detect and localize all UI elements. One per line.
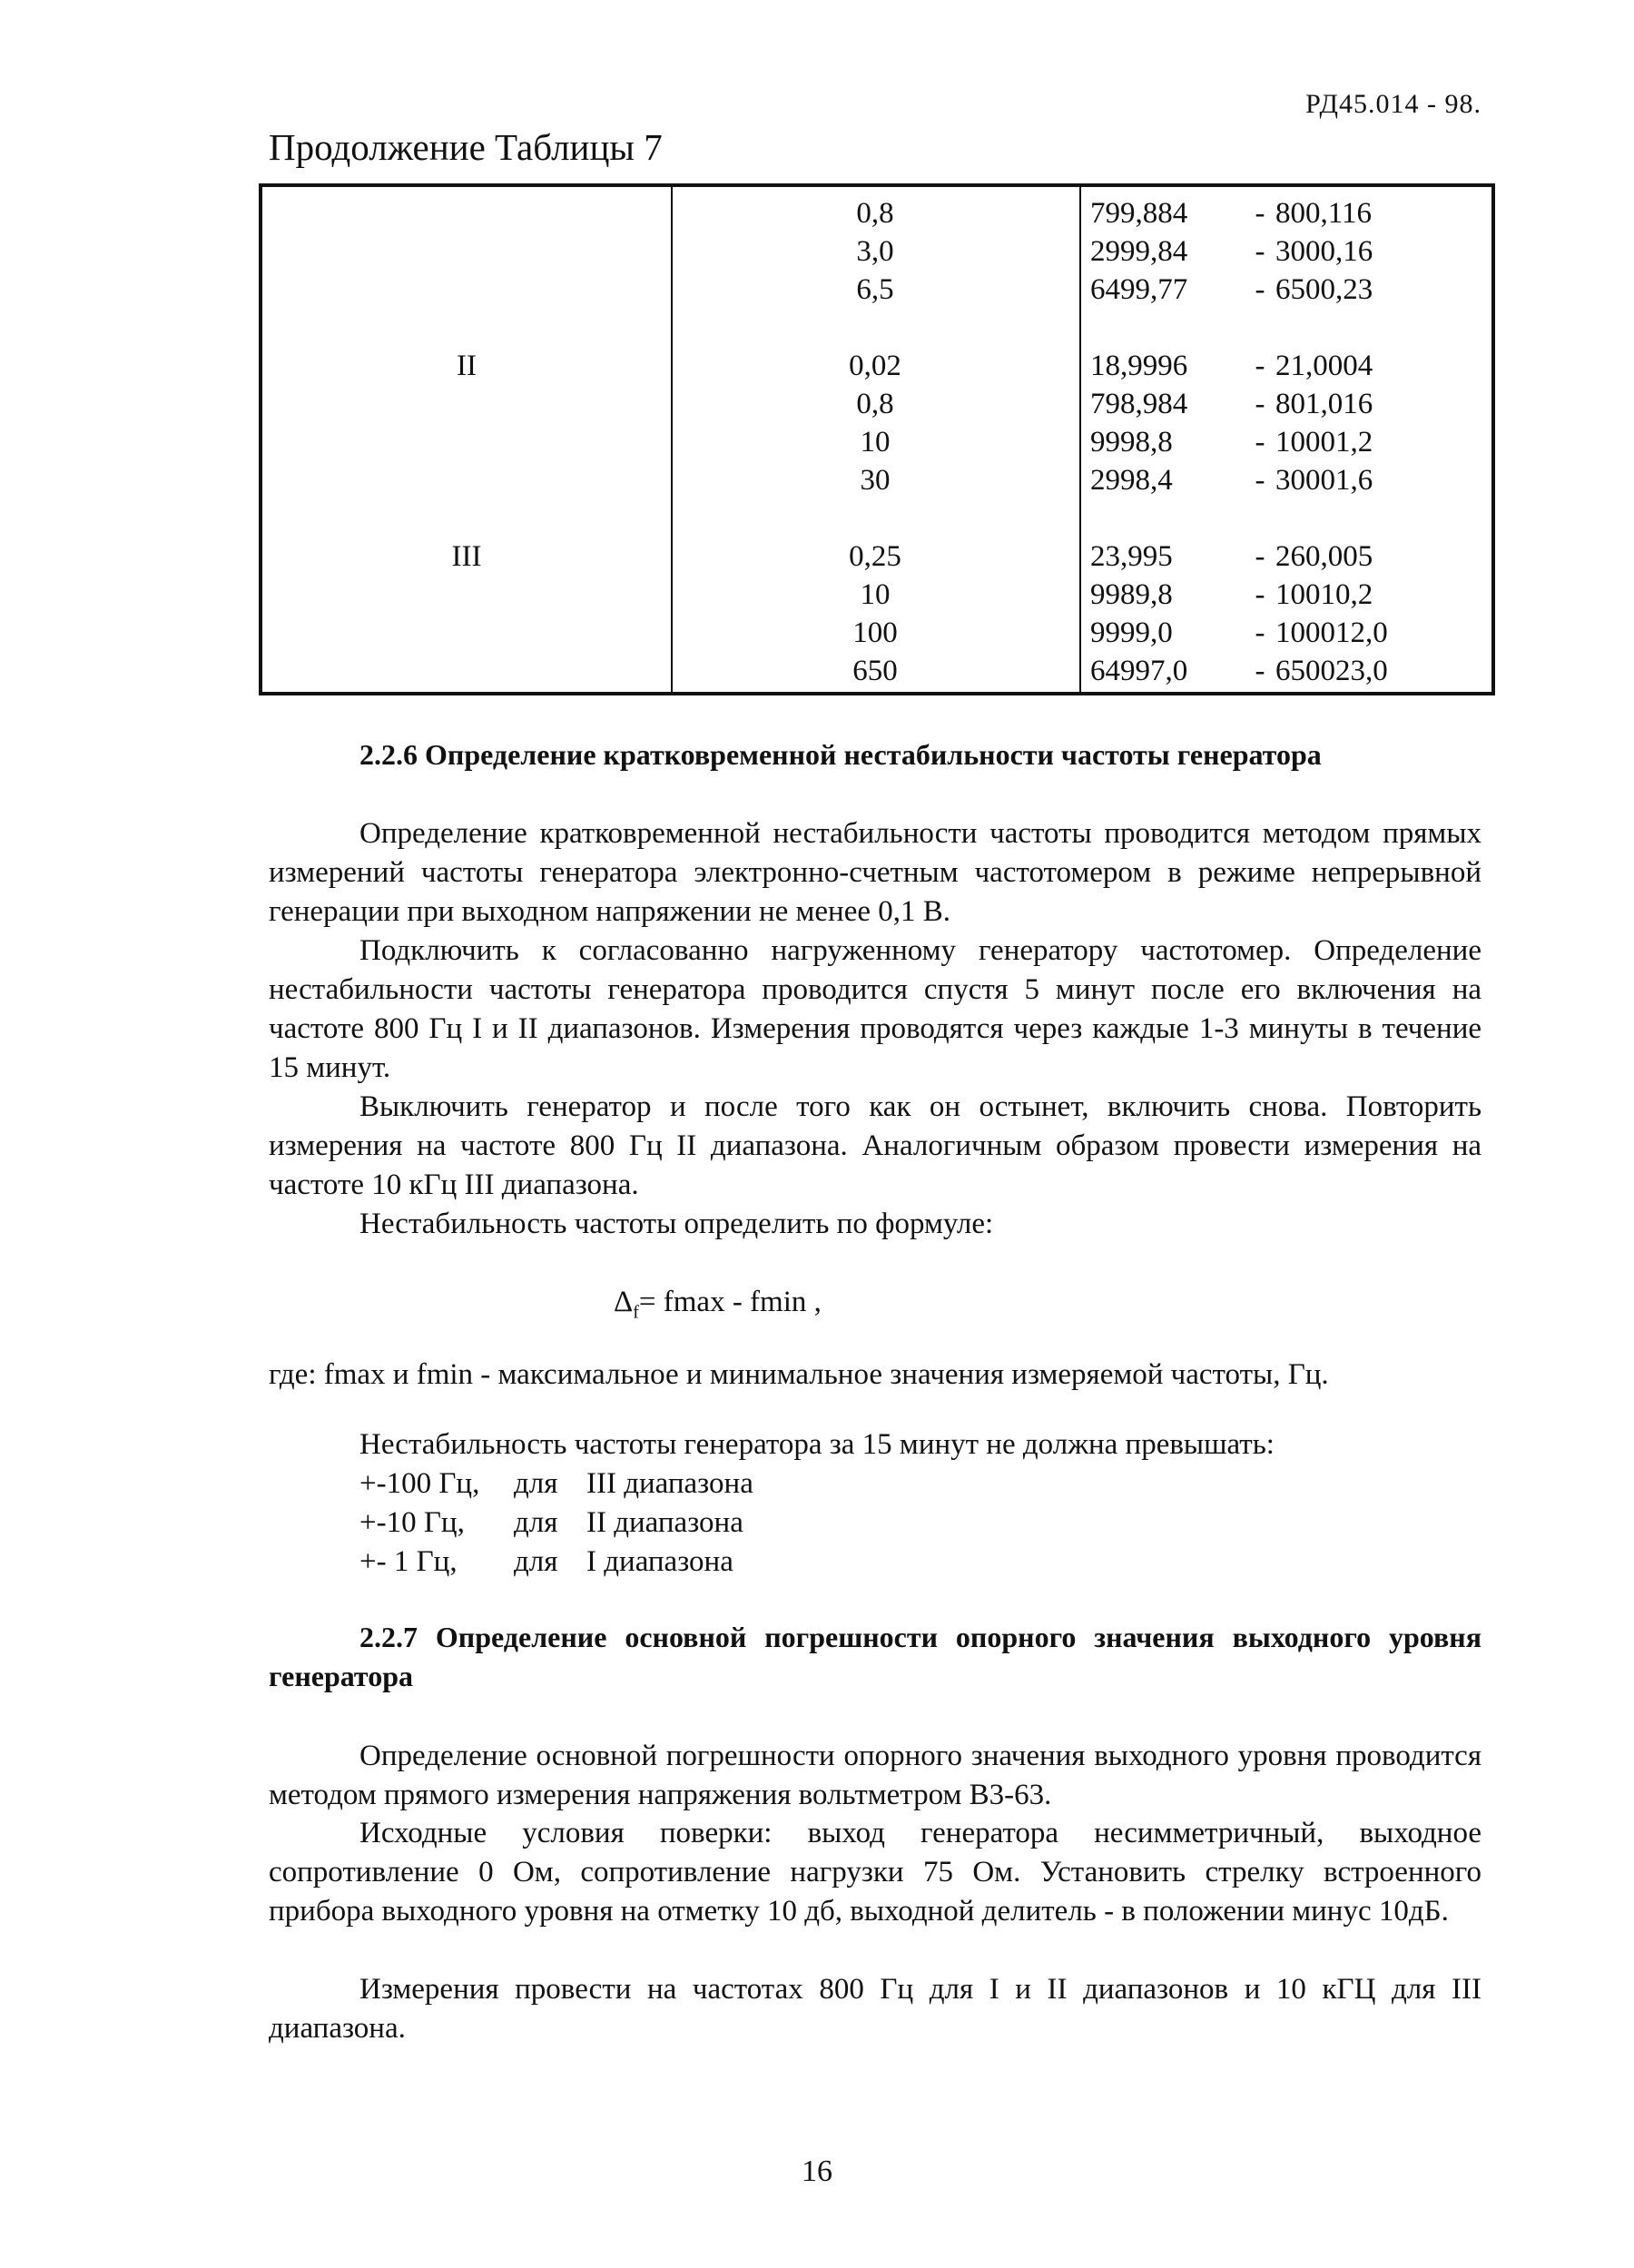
table-cell-limits <box>1090 614 1472 652</box>
table-cell-range: II <box>457 350 477 382</box>
frequency-limits-table <box>259 183 1495 695</box>
limit-line <box>359 1464 753 1504</box>
limit-range: III диапазона <box>586 1467 753 1500</box>
limit-max: 10001,2 <box>1275 426 1373 459</box>
table-cell-tolerance: 10 <box>860 578 891 611</box>
limit-min: 9999,0 <box>1090 616 1173 649</box>
table-cell-limits <box>1090 537 1472 576</box>
table-cell-limits <box>1090 576 1472 614</box>
limit-for: для <box>514 1506 558 1539</box>
limit-separator: - <box>1255 540 1265 573</box>
table-cell-range <box>262 652 671 690</box>
instability-limits-list <box>359 1464 753 1582</box>
table-cell-range <box>262 194 671 232</box>
limit-range: II диапазона <box>586 1506 743 1539</box>
limit-min: 798,984 <box>1090 388 1188 420</box>
limit-separator: - <box>1255 197 1265 230</box>
limit-max: 21,0004 <box>1275 350 1373 382</box>
limit-min: 9989,8 <box>1090 578 1173 611</box>
formula-where-clause: где: fmax и fmin - максимальное и минимальное значения измеряемой частоты, Гц. <box>269 1358 1329 1391</box>
table-cell-limits <box>1090 271 1472 309</box>
table-cell-range <box>262 461 671 499</box>
table-cell-limits <box>1090 347 1472 385</box>
limit-separator: - <box>1255 464 1265 497</box>
limit-separator: - <box>1255 235 1265 268</box>
table-cell-tolerance: 0,8 <box>856 388 894 420</box>
table-cell-range <box>262 576 671 614</box>
limit-max: 100012,0 <box>1275 616 1388 649</box>
limit-separator: - <box>1255 578 1265 611</box>
table-cell-range <box>262 385 671 423</box>
section-2-2-6-heading: 2.2.6 Определение кратковременной нестабильности частоты генератора <box>359 738 1322 771</box>
limit-value: +-100 Гц, <box>359 1467 480 1500</box>
limit-min: 64997,0 <box>1090 655 1188 687</box>
table-column-divider <box>1079 187 1081 692</box>
section-2-2-6-paragraph-2: Подключить к согласованно нагруженному генератору частотомер. Определение нестабильности частоты генератора проводится спустя 5 минут после его включения на частоте 800 Гц I и II диапазонов. Измерения проводятся через каждые 1-3 минуты в течение 15 минут. <box>269 934 1481 1084</box>
formula-expression: = fmax - fmin , <box>638 1286 822 1318</box>
table-cell-tolerance: 3,0 <box>856 235 894 268</box>
table-cell-range <box>262 614 671 652</box>
table-cell-tolerance: 100 <box>852 616 898 649</box>
limit-line <box>359 1504 753 1543</box>
limit-max: 3000,16 <box>1275 235 1373 268</box>
document-code: РД45.014 - 98. <box>1305 89 1481 119</box>
table-cell-limits <box>1090 423 1472 461</box>
limit-separator: - <box>1255 350 1265 382</box>
formula-subscript: f <box>633 1302 639 1323</box>
limit-separator: - <box>1255 273 1265 306</box>
limit-value: +- 1 Гц, <box>359 1545 458 1578</box>
section-2-2-7-paragraph-3: Измерения провести на частотах 800 Гц для I и II диапазонов и 10 кГЦ для III диапазона. <box>269 1973 1481 2045</box>
table-cell-limits <box>1090 232 1472 271</box>
table-cell-range <box>262 423 671 461</box>
table-continuation-title: Продолжение Таблицы 7 <box>269 126 663 168</box>
limit-separator: - <box>1255 426 1265 459</box>
limit-separator: - <box>1255 655 1265 687</box>
section-2-2-7-heading: 2.2.7 Определение основной погрешности опорного значения выходного уровня генератора <box>269 1621 1481 1692</box>
limit-range: I диапазона <box>586 1545 733 1578</box>
table-cell-limits <box>1090 652 1472 690</box>
limit-separator: - <box>1255 388 1265 420</box>
table-cell-limits <box>1090 194 1472 232</box>
table-cell-range: III <box>451 540 482 573</box>
table-cell-range <box>262 271 671 309</box>
instability-formula <box>614 1286 822 1324</box>
table-cell-limits <box>1090 461 1472 499</box>
limit-max: 10010,2 <box>1275 578 1373 611</box>
limit-min: 2998,4 <box>1090 464 1173 497</box>
section-2-2-6-paragraph-1: Определение кратковременной нестабильности частоты проводится методом прямых измерений частоты генератора электронно-счетным частотомером в режиме непрерывной генерации при выходном напряжении не менее 0,1 В. <box>269 817 1481 928</box>
limit-max: 6500,23 <box>1275 273 1373 306</box>
table-cell-tolerance: 0,02 <box>849 350 901 382</box>
limit-min: 799,884 <box>1090 197 1188 230</box>
table-cell-limits <box>1090 385 1472 423</box>
section-2-2-7-paragraph-2: Исходные условия поверки: выход генератора несимметричный, выходное сопротивление 0 Ом, сопротивление нагрузки 75 Ом. Установить стрелку встроенного прибора выходного уровня на отметку 10 дб, выходной делитель - в положении минус 10дБ. <box>269 1817 1481 1928</box>
table-cell-tolerance: 30 <box>860 464 891 497</box>
formula-delta-symbol: Δ <box>614 1286 634 1318</box>
limit-min: 9998,8 <box>1090 426 1173 459</box>
limit-max: 30001,6 <box>1275 464 1373 497</box>
table-cell-tolerance: 0,25 <box>849 540 901 573</box>
section-2-2-6-paragraph-3: Выключить генератор и после того как он остынет, включить снова. Повторить измерения на частоте 800 Гц II диапазона. Аналогичным образом провести измерения на частоте 10 кГц III диапазона. <box>269 1090 1481 1201</box>
limit-max: 260,005 <box>1275 540 1373 573</box>
section-2-2-6-paragraph-4: Нестабильность частоты определить по формуле: <box>359 1208 994 1240</box>
limit-for: для <box>514 1545 558 1578</box>
limit-max: 650023,0 <box>1275 655 1388 687</box>
table-cell-tolerance: 6,5 <box>856 273 894 306</box>
table-cell-tolerance: 650 <box>852 655 898 687</box>
limit-max: 801,016 <box>1275 388 1373 420</box>
section-2-2-7-paragraph-1: Определение основной погрешности опорного значения выходного уровня проводится методом прямого измерения напряжения вольтметром В3-63. <box>269 1740 1481 1811</box>
limit-min: 23,995 <box>1090 540 1173 573</box>
limit-line <box>359 1543 753 1582</box>
limit-value: +-10 Гц, <box>359 1506 465 1539</box>
limit-separator: - <box>1255 616 1265 649</box>
section-2-2-6-paragraph-5: Нестабильность частоты генератора за 15 минут не должна превышать: <box>359 1428 1275 1461</box>
page-number: 16 <box>802 2155 832 2188</box>
limit-max: 800,116 <box>1275 197 1373 230</box>
limit-min: 6499,77 <box>1090 273 1188 306</box>
table-cell-tolerance: 0,8 <box>856 197 894 230</box>
table-cell-range <box>262 232 671 271</box>
limit-min: 18,9996 <box>1090 350 1188 382</box>
table-cell-tolerance: 10 <box>860 426 891 459</box>
limit-min: 2999,84 <box>1090 235 1188 268</box>
limit-for: для <box>514 1467 558 1500</box>
